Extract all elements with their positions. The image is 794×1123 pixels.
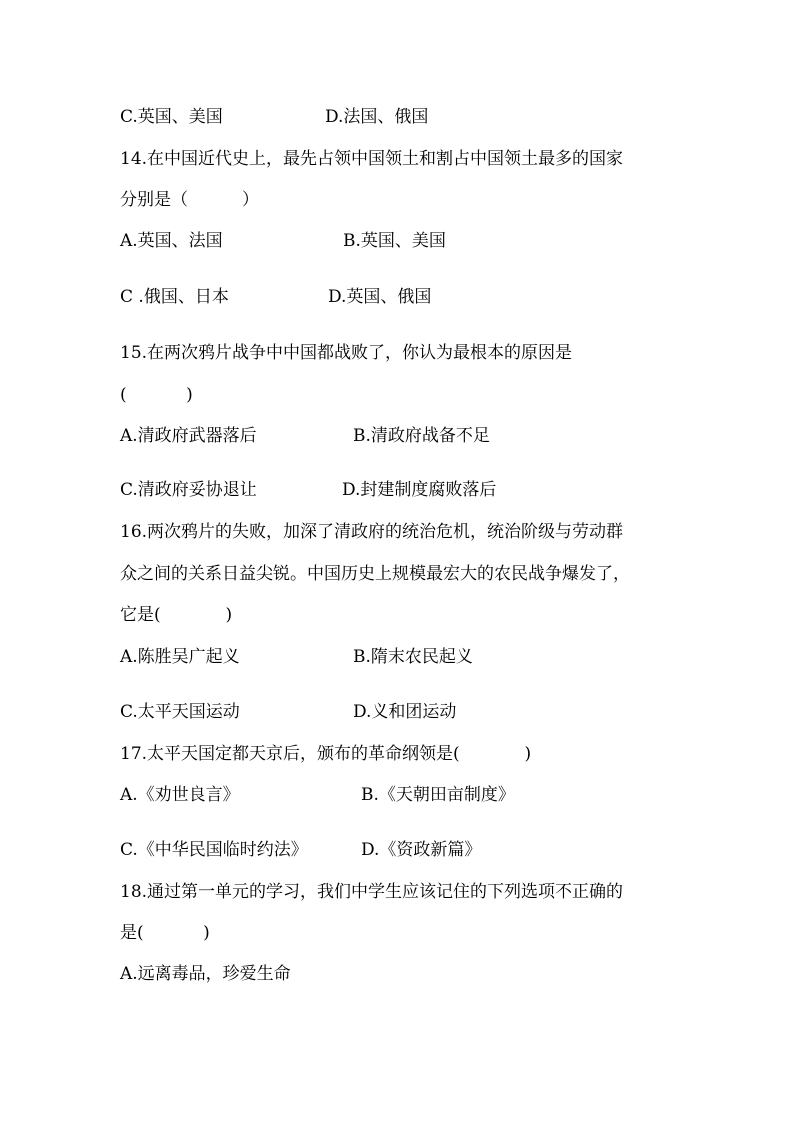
q14-option-b: B.英国、美国 — [343, 231, 446, 251]
q14-option-d: D.英国、俄国 — [328, 287, 432, 307]
q15-option-a: A.清政府武器落后 — [120, 426, 257, 446]
q17-stem-line-1: 17.太平天国定都天京后，颁布的革命纲领是( ) — [120, 744, 532, 764]
q16-option-a: A.陈胜吴广起义 — [120, 647, 240, 667]
q17-option-b: B.《天朝田亩制度》 — [361, 785, 515, 805]
q15-option-c: C.清政府妥协退让 — [120, 480, 257, 500]
q14-stem-line-1: 14.在中国近代史上，最先占领中国领土和割占中国领土最多的国家 — [120, 149, 624, 169]
q17-option-c: C.《中华民国临时约法》 — [120, 840, 308, 860]
q16-option-c: C.太平天国运动 — [120, 702, 240, 722]
q14-stem-line-2: 分别是（ ） — [120, 190, 260, 210]
q18-option-a: A.远离毒品，珍爱生命 — [120, 964, 291, 984]
q15-option-b: B.清政府战备不足 — [353, 426, 490, 446]
q17-option-d: D.《资政新篇》 — [361, 840, 482, 860]
q13-option-d: D.法国、俄国 — [325, 107, 429, 127]
q14-option-a: A.英国、法国 — [120, 231, 223, 251]
q16-stem-line-1: 16.两次鸦片的失败，加深了清政府的统治危机，统治阶级与劳动群 — [120, 522, 624, 542]
q18-stem-line-1: 18.通过第一单元的学习，我们中学生应该记住的下列选项不正确的 — [120, 882, 624, 902]
q13-option-c: C.英国、美国 — [120, 107, 223, 127]
q15-option-d: D.封建制度腐败落后 — [342, 480, 497, 500]
q16-option-b: B.隋末农民起义 — [353, 647, 473, 667]
q16-stem-line-2: 众之间的关系日益尖锐。中国历史上规模最宏大的农民战争爆发了， — [120, 564, 630, 584]
q16-stem-line-3: 它是( ) — [120, 605, 233, 625]
q16-option-d: D.义和团运动 — [353, 702, 457, 722]
q14-option-c: C .俄国、日本 — [120, 287, 229, 307]
q15-stem-line-1: 15.在两次鸦片战争中中国都战败了，你认为最根本的原因是 — [120, 343, 573, 363]
q15-stem-line-2: ( ) — [120, 385, 193, 405]
q18-stem-line-2: 是( ) — [120, 923, 210, 943]
q17-option-a: A.《劝世良言》 — [120, 785, 240, 805]
